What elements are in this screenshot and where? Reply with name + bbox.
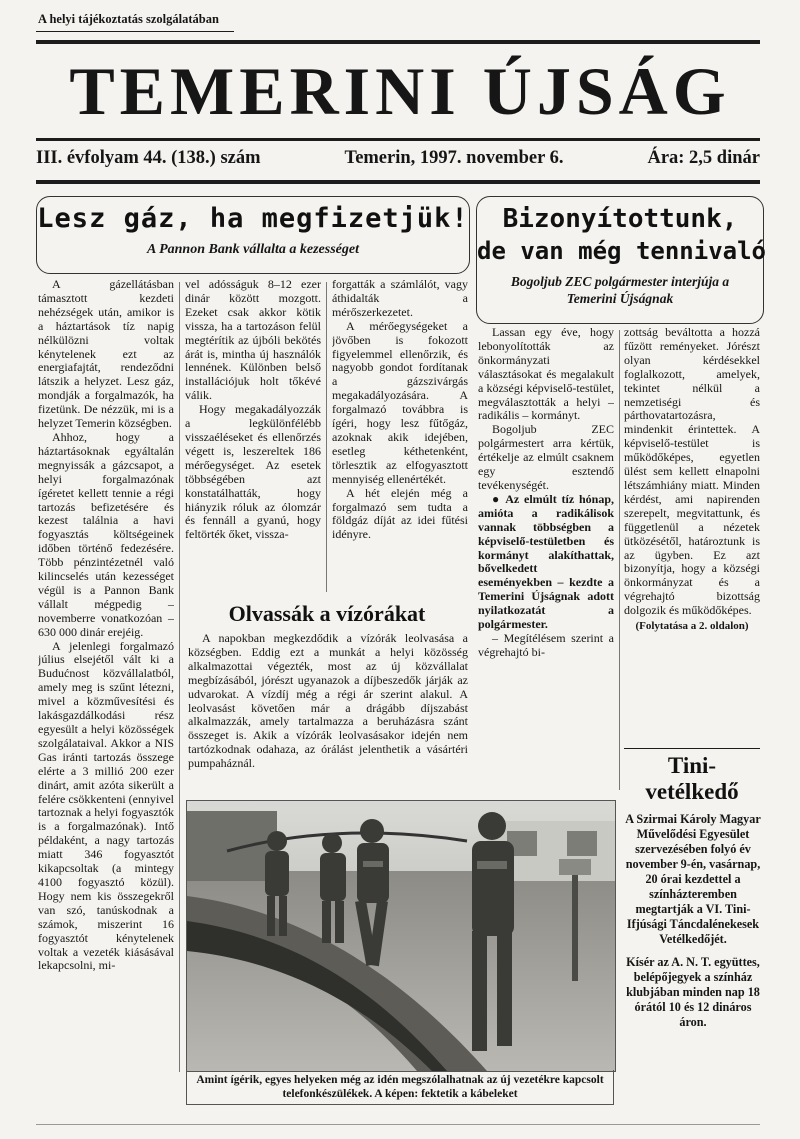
gas-article-col3: [332, 278, 468, 598]
gas-col1-p2: Ahhoz, hogy a háztartásoknak egyáltalán megnyissák a gázcsapot, a helyi forgalmazónak ígéretet kellett tennie a régi tartozás befizetésére és kezest találnia a havi fogyasztás költségeinek időben történő fedezésére. Több pénzintézetnél való kilincselés után kezességet végül is a Pannon Bank vállalt mégpedig – novemberre vonatkozóan – 630 000 dinár erejéig.: [38, 429, 174, 639]
mayor-subhead: Bogoljub ZEC polgármester interjúja a Temerini Újságnak: [510, 274, 730, 306]
photo-illustration: [187, 801, 615, 1071]
gas-col1-p3: A jelenlegi forgalmazó július elsejétől vált ki a Budućnost közvállalatból, amely meg is szűnt létezni, mivel a közművesítési és lakásgazdálkodási rész egyesült a helyi közösségek szolgálataival. Akkor a NIS Gas iránti tartozás összege elérte a 3 millió 200 ezer dinárt, amit azóta sikerült a felére csökkenteni (ennyivel tartoznak a helyi fogyasztók is a forgalmazónak). Intő példaként, a nagy tartozás miatt 346 fogyasztót kikapcsoltak (a mintegy 4100 fogyasztó közül). Hogy nem kis összegekről van szó, tanúskodnak a számok, miszerint 16 fogyasztót kénytelenek voltak a vezeték kiásásával lekapcsolni, mi-: [38, 638, 174, 973]
mayor-col1-question: ● Az elmúlt tíz hónap, amióta a radikálisok vannak többségben a képviselő-testületben és kormányt alakíthattak, bővelkedett eseményekben – kezdte a Temerini Újságnak adott nyilatkozatát a polgármester.: [478, 491, 614, 632]
cable-laying-photo: [186, 800, 616, 1072]
gas-article-col1: [38, 278, 174, 1078]
mayor-col1-p3: – Megítélésem szerint a végrehajtó bi-: [478, 630, 614, 659]
water-article-body: [188, 632, 468, 792]
mayor-col1-p1: Lassan egy éve, hogy lebonyolították az önkormányzati választásokat és megalakult a községi képviselő-testület, megválasztották a helyi – radikális – kormányt.: [478, 326, 614, 423]
water-article-text: A napokban megkezdődik a vízórák leolvasása a községben. Eddig ezt a munkát a helyi közösség alkalmazottai végezték, most az új közvállalat megbízásából, jórészt ugyanazok a díjbeszedők járják az udvarokat. A vízdíj még a régi ár szerint alakul. A leolvasást követően már a drágább díjszabást alkalmazzák, amely tartalmazza a beruházásra szánt összeget is. Akik a vízórák leolvasásakor idején nem tartózkodnak odahaza, az órálást jelenthetik a vásártéri pumpaháznál.: [188, 632, 468, 771]
tagline: A helyi tájékoztatás szolgálatában: [38, 12, 219, 26]
quiz-text-1: A Szirmai Károly Magyar Művelődési Egyesület szervezésében folyó év november 9-én, vasárnap, 20 órai kezdettel a színházteremben megtartják a VI. Tini-Ifjúsági Táncdalénekesek Vetélkedőjét.: [625, 812, 761, 946]
tagline-underline: [36, 31, 234, 32]
water-headline: Olvassák a vízórákat: [228, 601, 426, 626]
mayor-headline-box: [476, 196, 764, 324]
mayor-article-col2: [624, 326, 760, 746]
newspaper-title: TEMERINI ÚJSÁG: [69, 53, 731, 129]
issue-line: [36, 148, 760, 169]
issue-number: III. évfolyam 44. (138.) szám: [36, 148, 261, 168]
column-divider: [619, 330, 620, 790]
masthead-mid-rule: [36, 138, 760, 141]
mayor-article-col1: [478, 326, 614, 796]
mayor-headline-1: Bizonyítottunk,: [502, 204, 738, 234]
gas-col3-p2: A mérőegységeket a jövőben is fokozott figyelemmel ellenőrzik, és nagyobb gondot fordítanak a gázszivárgás megakadályozására. A forgalmazó továbbra is ígéri, hogy lesz fűtőgáz, azoknak akik idejében, esetleg kéthetenként, törlesztik az elfogyasztott mennyiség ellenértékét.: [332, 318, 468, 486]
mayor-col2-p1: zottság beváltotta a hozzá fűzött reményeket. Jórészt olyan kérdésekkel foglalkozott, amelyek, tekintet nélkül a nemzetiségi és párthovatartozásra, mindenkit érintettek. A képviselő-testület is működőképes, egyetlen ülést sem kellett elnapolni létszámhiány miatt. Minden kérdést, ami napirenden szerepelt, megvitattunk, és függetlenül a nézetek ütközésétől, határoztunk is az ügyben. Ez azt bizonyítja, hogy a községi önkormányzat és a végrehajtó bizottság dolgozik és működőképes.: [624, 326, 760, 618]
column-divider: [326, 282, 327, 592]
quiz-top-rule: [624, 748, 760, 749]
quiz-text-2: Kísér az A. N. T. együttes, belépőjegyek a színház klubjában minden nap 18 órától 10 és 12 dináros áron.: [626, 955, 760, 1029]
gas-col2-p2: Hogy megakadályozzák a legkülönfélébb visszaéléseket és ellenőrzés végett is, leszereltek 186 mérőegységet. Az esetek többségében azt konstatálhatták, hogy hiányzik róluk az ólomzár és fennáll a gyanú, hogy feltörték őket, vissza-: [185, 402, 321, 542]
gas-headline-box: [36, 196, 470, 274]
photo-caption: Amint ígérik, egyes helyeken még az idén megszólalhatnak az új vezetékre kapcsolt telefonkészülékek. A képen: fektetik a kábeleket: [186, 1070, 614, 1105]
gas-col3-p3: A hét elején még a forgalmazó sem tudta a földgáz díját az idei fűtési idényre.: [332, 485, 468, 542]
column-divider: [179, 282, 180, 1072]
gas-col2-p1: vel adósságuk 8–12 ezer dinár között mozgott. Ezeket csak akkor kötik vissza, ha a tartozáson felül megtérítik az újbóli bekötés árát is, mintha új használók lennének. Különben belső installációjuk holt tőkévé válik.: [185, 278, 321, 403]
gas-subhead: A Pannon Bank vállalta a kezességet: [147, 242, 359, 257]
mayor-headline-2: de van még tennivaló: [477, 237, 766, 265]
quiz-article-body: [624, 812, 762, 1102]
mayor-continued-note: (Folytatása a 2. oldalon): [635, 620, 749, 633]
page-bottom-rule: [36, 1124, 760, 1125]
quiz-headline-1: Tini-: [667, 753, 717, 778]
quiz-headline-2: vetélkedő: [645, 779, 739, 804]
gas-col3-p1: forgatták a számlálót, vagy áthidalták a mérőszerkezetet.: [332, 278, 468, 319]
masthead-top-rule: [36, 40, 760, 44]
issue-date: Temerin, 1997. november 6.: [344, 148, 564, 168]
gas-col1-p1: A gázellátásban támasztott kezdeti nehézségek után, amikor is a háztartások tíz napig nélkülözni voltak kénytelenek ezt az energiafajtát, rendeződni látszik a helyzet. Lesz gáz, mondják a forgalmazók, ha fizetünk. De nézzük, mi is a helyzet Temerin községben.: [38, 278, 174, 431]
gas-headline: Lesz gáz, ha megfizetjük!: [37, 203, 469, 234]
issue-price: Ára: 2,5 dinár: [647, 148, 760, 168]
mayor-col1-p2: Bogoljub ZEC polgármestert arra kértük, értékelje az elmúlt csaknem egy esztendő tevékenységét.: [478, 422, 614, 492]
masthead-bottom-rule: [36, 180, 760, 184]
gas-article-col2: [185, 278, 321, 598]
